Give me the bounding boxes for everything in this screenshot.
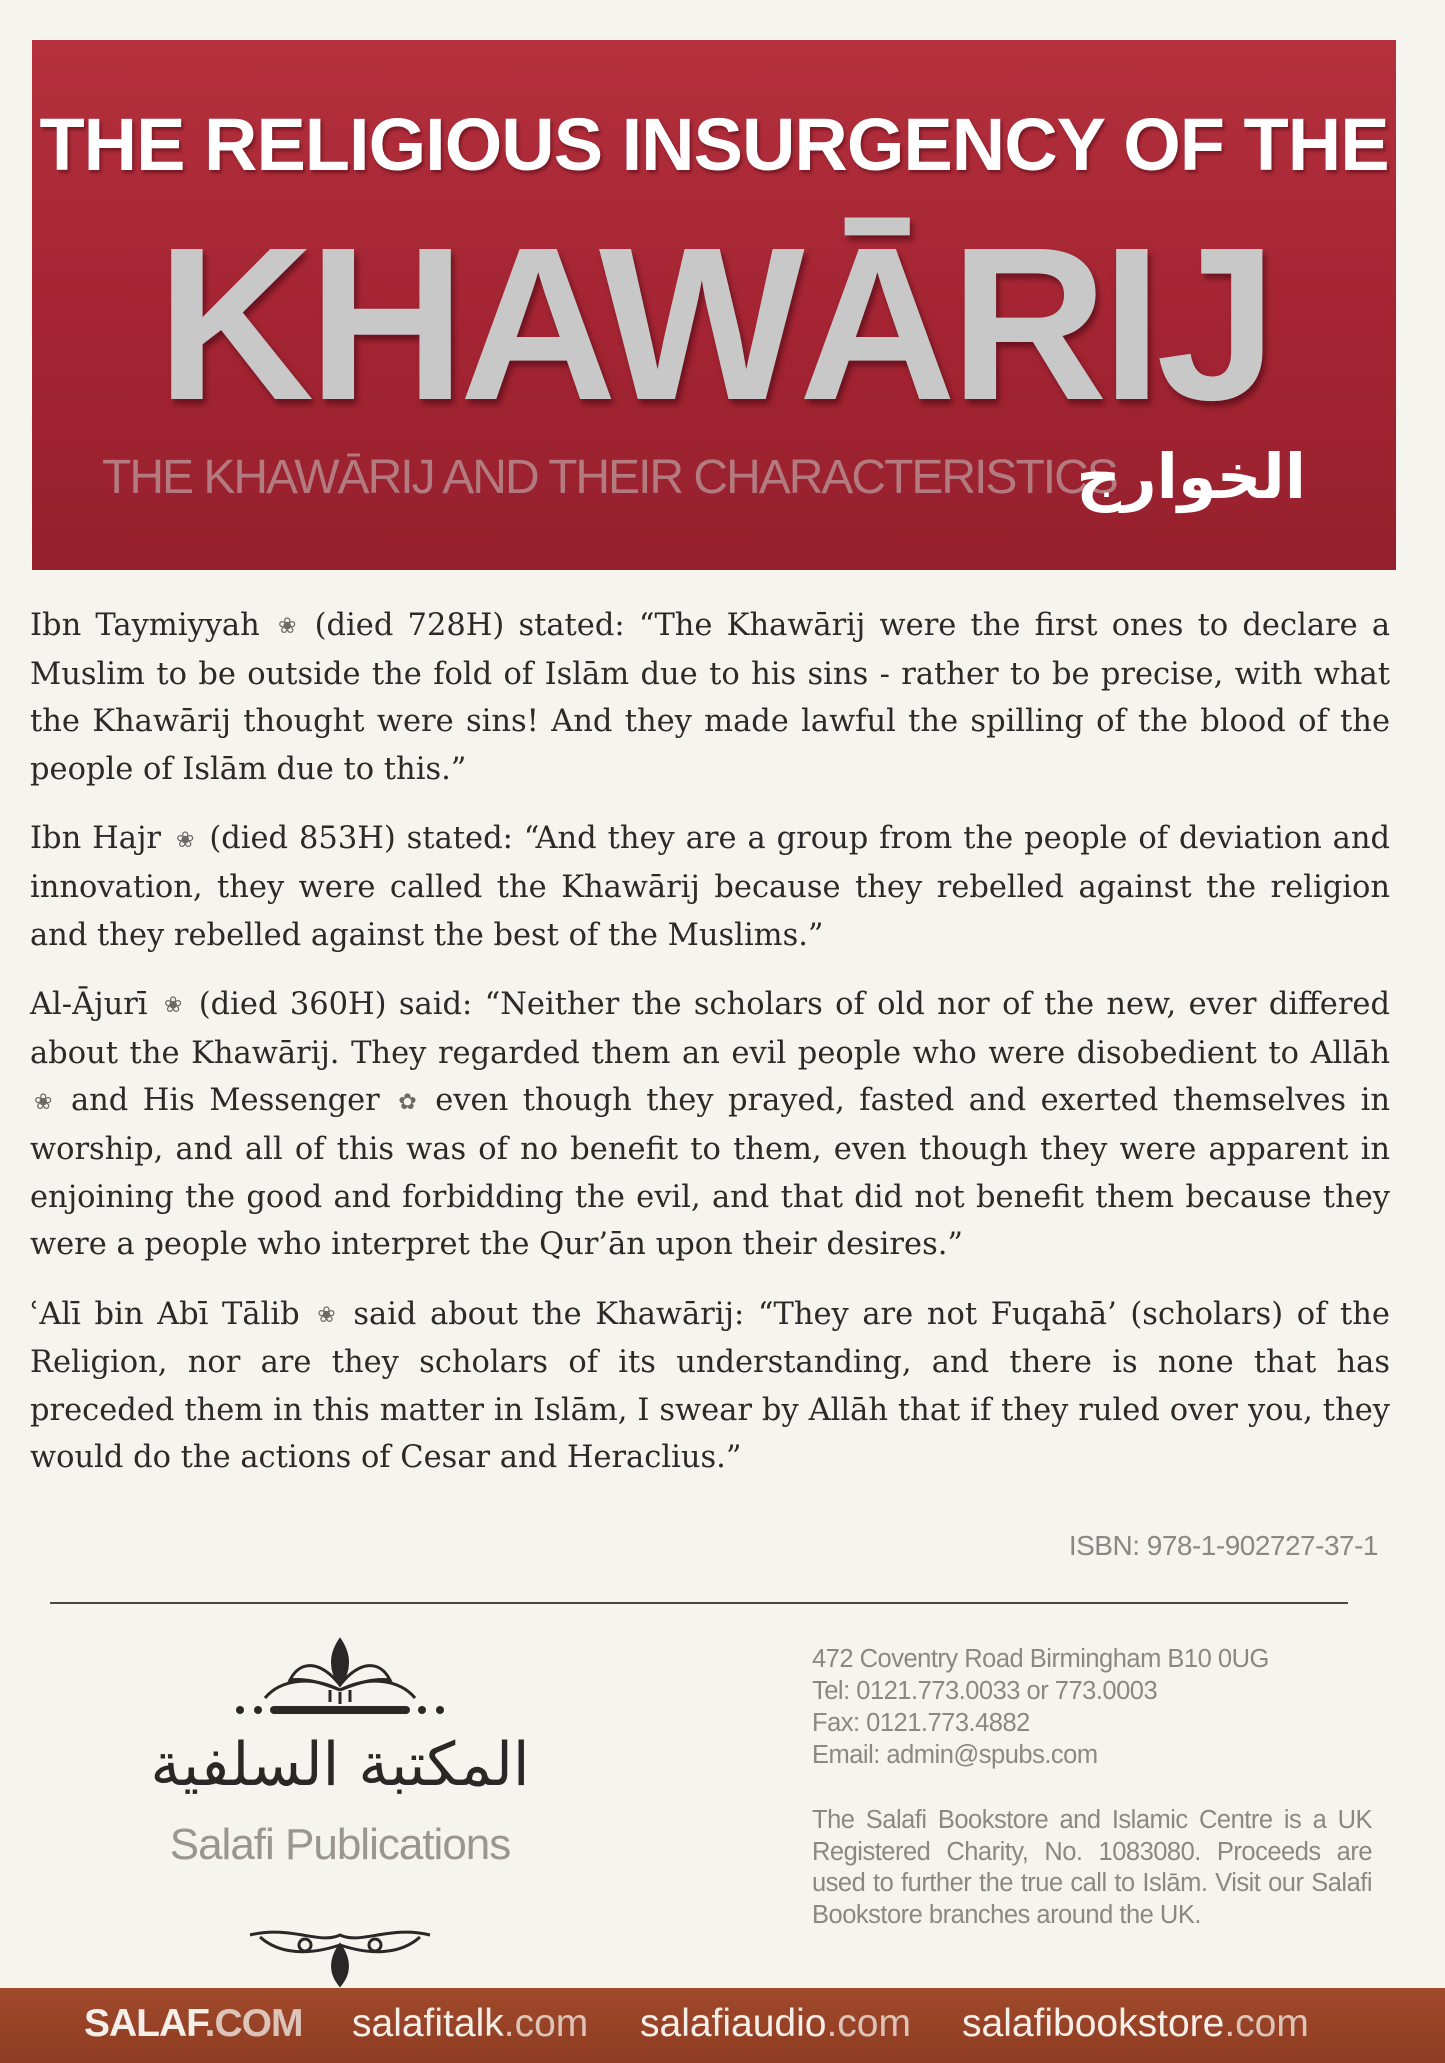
publisher-name: Salafi Publications <box>169 1820 511 1869</box>
banner-main-title: KHAWĀRIJ <box>156 203 1272 446</box>
ornament-bottom-icon <box>140 1915 540 1995</box>
honorific-icon: ❀ <box>317 1302 336 1328</box>
divider <box>50 1602 1348 1604</box>
address-text: 472 Coventry Road Birmingham B10 0UG <box>812 1645 1269 1673</box>
honorific-icon: ✿ <box>398 1089 417 1115</box>
footer-link-salafibookstore[interactable]: salafibookstore.com <box>962 2002 1309 2045</box>
telephone-text: Tel: 0121.773.0033 or 773.0003 <box>812 1677 1158 1705</box>
banner-arabic-title: الخوارج <box>1076 440 1306 513</box>
isbn-number: ISBN: 978-1-902727-37-1 <box>1068 1530 1378 1561</box>
footer-link-salafiaudio[interactable]: salafiaudio.com <box>640 2002 911 2045</box>
quotes-section <box>30 602 1390 1504</box>
banner-top-line: THE RELIGIOUS INSURGENCY OF THE <box>39 103 1389 186</box>
quote-paragraph: ʿAlī bin Abī Tālib ❀ said about the Khawārij: “They are not Fuqahā’ (scholars) of the Religion, nor are they scholars of its understanding, and there is none that has preceded them in this matter in Islām, I swear by Allāh that if they ruled over you, they would do the actions of Cesar and Heraclius.” <box>30 1291 1390 1482</box>
title-banner <box>32 40 1396 570</box>
footer-bar <box>0 1988 1445 2063</box>
footer-link-salaf[interactable]: SALAF.COM <box>84 2002 303 2045</box>
publisher-logo <box>140 1630 540 1900</box>
publisher-arabic-name: المكتبة السلفية <box>150 1730 530 1800</box>
banner-subtitle: THE KHAWĀRIJ AND THEIR CHARACTERISTICS <box>102 451 1117 504</box>
honorific-icon: ❀ <box>163 993 183 1019</box>
contact-info <box>812 1643 1382 1771</box>
honorific-icon: ❀ <box>34 1089 53 1115</box>
ornament-top-icon <box>140 1630 540 1730</box>
honorific-icon: ❀ <box>175 827 195 853</box>
charity-note: The Salafi Bookstore and Islamic Centre is a UK Registered Charity, No. 1083080. Proceeds are used to further the true call to Islām. Visit our Salafi Bookstore branches around the UK. <box>812 1806 1372 1929</box>
footer-link-salafitalk[interactable]: salafitalk.com <box>352 2002 589 2045</box>
email-text: Email: admin@spubs.com <box>812 1741 1098 1769</box>
quote-paragraph: Ibn Taymiyyah ❀ (died 728H) stated: “The Khawārij were the first ones to declare a Muslim to be outside the fold of Islām due to his sins - rather to be precise, with what the Khawārij thought were sins! And they made lawful the spilling of the blood of the people of Islām due to this.” <box>30 602 1390 793</box>
honorific-icon: ❀ <box>277 614 297 640</box>
quote-paragraph: Al-Ājurī ❀ (died 360H) said: “Neither the scholars of old nor of the new, ever differed about the Khawārij. They regarded them an evil people who were disobedient to Allāh ❀ and His Messenger ✿ even though they prayed, fasted and exerted themselves in worship, and all of this was of no benefit to them, even though they were apparent in enjoining the good and forbidding the evil, and that did not benefit them because they were a people who interpret the Qur’ān upon their desires.” <box>30 981 1390 1269</box>
quote-paragraph: Ibn Hajr ❀ (died 853H) stated: “And they are a group from the people of deviation and innovation, they were called the Khawārij because they rebelled against the religion and they rebelled against the best of the Muslims.” <box>30 815 1390 959</box>
fax-text: Fax: 0121.773.4882 <box>812 1709 1030 1737</box>
